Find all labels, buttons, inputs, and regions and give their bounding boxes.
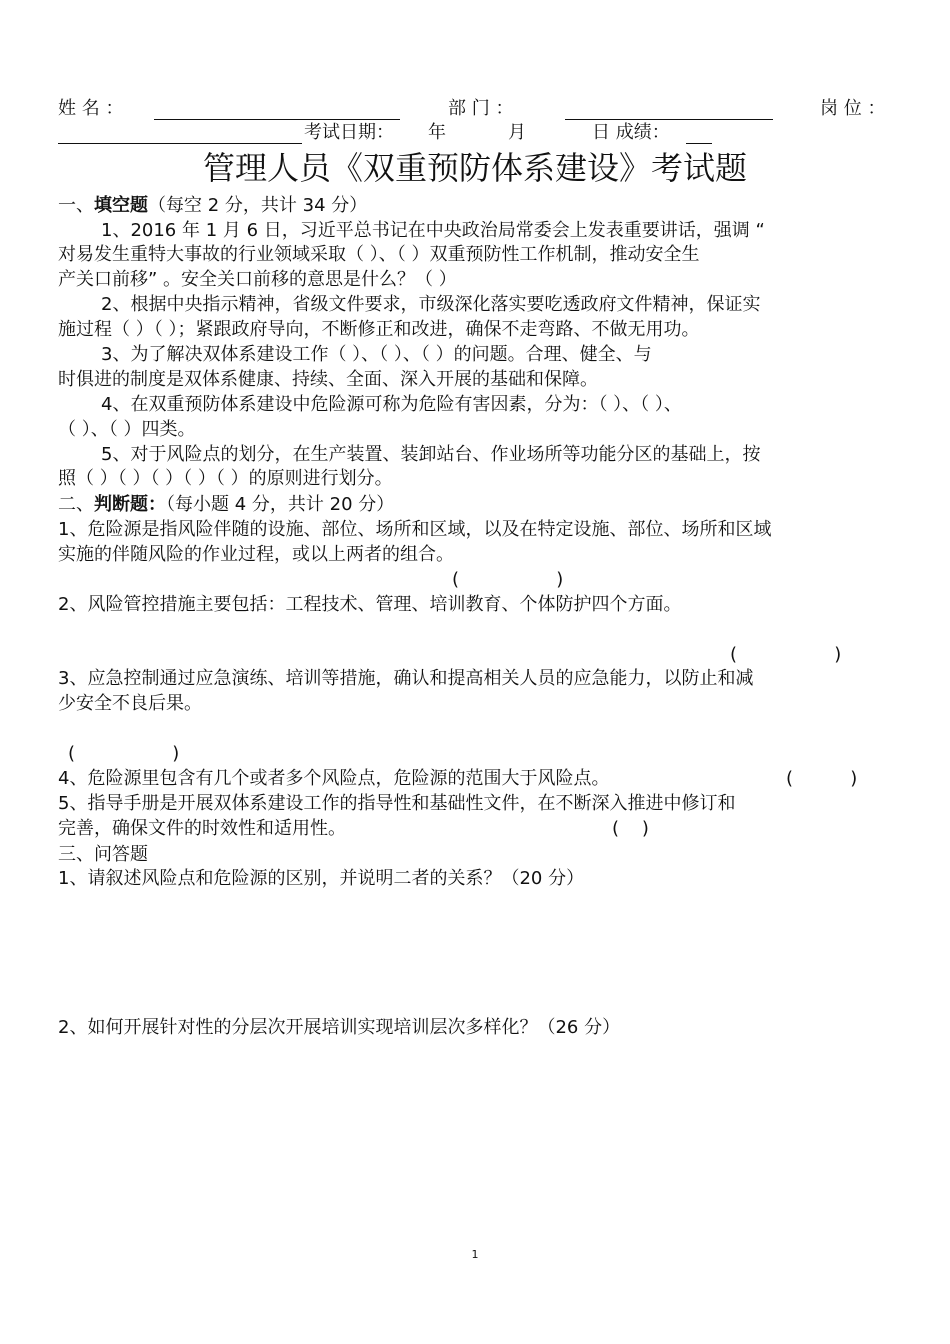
s1-q5-line2: 照（ ）（ ）（ ）（ ）（ ）的原则进行划分。 [58,468,393,489]
page-title: 管理人员《双重预防体系建设》考试题 [202,149,747,187]
s2-q1-answer[interactable]: ( ) [452,569,564,590]
s2-q1-line1: 1、危险源是指风险伴随的设施、部位、场所和区域，以及在特定设施、部位、场所和区域 [58,519,772,540]
s2-q3-line2: 少安全不良后果。 [58,693,202,714]
s1-q5-line1: 5、对于风险点的划分，在生产装置、装卸站台、作业场所等功能分区的基础上，按 [101,444,761,465]
section2-heading: 二、判断题：（每小题 4 分，共计 20 分） [58,494,395,515]
s2-q5-answer[interactable]: ( ) [612,818,649,839]
dept-label: 部 门 ： [448,98,514,119]
s2-q2-line1: 2、风险管控措施主要包括：工程技术、管理、培训教育、个体防护四个方面。 [58,594,682,615]
page-number: 1 [471,1248,479,1261]
day-score-label: 日 成绩： [592,122,670,143]
s3-q2: 2、如何开展针对性的分层次开展培训实现培训层次多样化？（26 分） [58,1017,621,1038]
name-blank[interactable] [154,97,400,120]
s3-q1: 1、请叙述风险点和危险源的区别，并说明二者的关系？（20 分） [58,868,585,889]
s2-q1-line2: 实施的伴随风险的作业过程，或以上两者的组合。 [58,544,454,565]
s1-q1-line1: 1、2016 年 1 月 6 日，习近平总书记在中央政治局常委会上发表重要讲话，强调 “ [101,220,765,241]
s1-q4-line1: 4、在双重预防体系建设中危险源可称为危险有害因素，分为：（ ）、（ ）、 [101,394,682,415]
month-label: 月 [508,122,526,143]
s2-q5-line2: 完善，确保文件的时效性和适用性。 [58,818,346,839]
post-blank[interactable] [58,121,302,144]
name-label: 姓 名 ： [58,98,124,119]
year-label: 年 [428,122,446,143]
s1-q3-line1: 3、为了解决双体系建设工作（ ）、（ ）、（ ）的问题。合理、健全、与 [101,344,652,365]
s2-q4-answer[interactable]: ( ) [786,768,858,789]
section1-heading: 一、填空题（每空 2 分，共计 34 分） [58,195,368,216]
s2-q4-line1: 4、危险源里包含有几个或者多个风险点，危险源的范围大于风险点。 [58,768,610,789]
post-label: 岗 位 ： [820,98,886,119]
exam-date-label: 考试日期： [304,122,394,143]
s2-q2-answer[interactable]: ( ) [730,644,842,665]
s1-q1-line2: 对易发生重特大事故的行业领域采取（ ）、（ ）双重预防性工作机制，推动安全生 [58,244,700,265]
s1-q1-line3: 产关口前移” 。安全关口前移的意思是什么？（ ） [58,269,457,290]
s3-q2-answer-area[interactable] [58,1042,892,1232]
score-blank[interactable] [686,121,712,144]
s1-q2-line2: 施过程（ ）（ ）；紧跟政府导向，不断修正和改进，确保不走弯路、不做无用功。 [58,319,700,340]
s1-q3-line2: 时俱进的制度是双体系健康、持续、全面、深入开展的基础和保障。 [58,369,598,390]
s3-q1-answer-area[interactable] [58,892,892,1012]
s1-q2-line1: 2、根据中央指示精神，省级文件要求，市级深化落实要吃透政府文件精神，保证实 [101,294,761,315]
s2-q3-line1: 3、应急控制通过应急演练、培训等措施，确认和提高相关人员的应急能力，以防止和减 [58,668,754,689]
dept-blank[interactable] [565,97,773,120]
section3-heading: 三、问答题 [58,844,148,865]
s2-q5-line1: 5、指导手册是开展双体系建设工作的指导性和基础性文件，在不断深入推进中修订和 [58,793,736,814]
s1-q4-line2: （ ）、（ ）四类。 [58,419,196,440]
s2-q3-answer[interactable]: ( ) [68,743,180,764]
